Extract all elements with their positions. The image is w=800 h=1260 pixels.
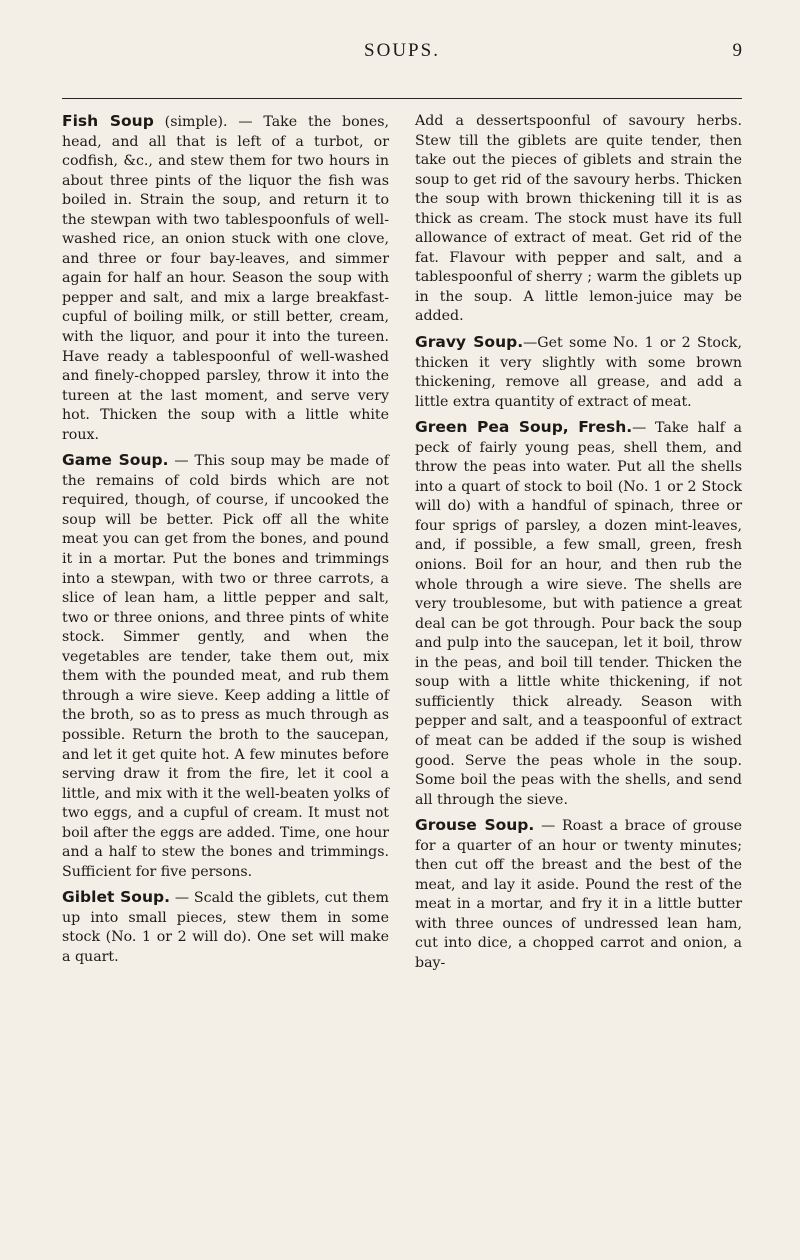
header-rule bbox=[62, 98, 742, 99]
recipe-giblet-soup-continued bbox=[415, 112, 742, 327]
recipe-title: Gravy Soup. bbox=[415, 333, 524, 352]
recipe-grouse-soup bbox=[415, 816, 742, 973]
right-column bbox=[415, 112, 742, 1232]
page-header bbox=[62, 36, 742, 66]
recipe-body: — Roast a brace of grouse for a quarter of an hour or twenty minutes; then cut off the breast and the best of the meat, and lay it aside. Pound the rest of the meat in a mortar, and fry it in a little butter with three ounces of undressed lean ham, cut into dice, a chopped carrot and onion, a bay- bbox=[415, 818, 743, 971]
running-title: SOUPS. bbox=[364, 40, 440, 61]
recipe-gravy-soup bbox=[415, 333, 742, 412]
recipe-title: Fish Soup bbox=[62, 112, 154, 130]
recipe-body: — Take half a peck of fairly young peas, shell them, and throw the peas into water. Put all the shells into a quart of stock to boil (No. 1 or 2 Stock will do) with a handful of spinach, three or four sprigs of parsley, a dozen mint-leaves, and, if possible, a few small, green, fresh onions. Boil for an hour, and then rub the whole through a wire sieve. The shells are very troublesome, but with patience a great deal can be got through. Pour back the soup and pulp into the saucepan, let it boil, throw in the peas, and boil till tender. Thicken the soup with a little white thickening, if not sufficiently thick already. Season with pepper and salt, and a teaspoonful of extract of meat can be added if the soup is wished good. Serve the peas whole in the soup. Some boil the peas with the shells, and send all through the sieve. bbox=[415, 420, 742, 808]
recipe-giblet-soup bbox=[62, 888, 389, 967]
recipe-game-soup bbox=[62, 451, 389, 882]
recipe-body: — This soup may be made of the remains of cold birds which are not required, though, of course, if uncooked the soup will be better. Pick off all the white meat you can get from the bones, and pound it in a mortar. Put the bones and trimmings into a stewpan, with two or three carrots, a slice of lean ham, a little pepper and salt, two or three onions, and three pints of white stock. Simmer gently, and when the vegetables are tender, take them out, mix them with the pounded meat, and rub them through a wire sieve. Keep adding a little of the broth, so as to press as much through as possible. Return the broth to the saucepan, and let it get quite hot. A few minutes before serving draw it from the fire, let it cool a little, and mix with it the well-beaten yolks of two eggs, and a cupful of cream. It must not boil after the eggs are added. Time, one hour and a half to stew the bones and trimmings. Sufficient for five persons. bbox=[62, 453, 389, 880]
page-number: 9 bbox=[732, 40, 742, 61]
recipe-body: — Scald the giblets, cut them up into small pieces, stew them in some stock (No. 1 or 2 will do). One set will make a quart. bbox=[62, 890, 390, 965]
left-column bbox=[62, 112, 389, 1232]
recipe-body: Add a dessertspoonful of savoury herbs. Stew till the giblets are quite tender, then take out the pieces of giblets and strain the soup to get rid of the savoury herbs. Thicken the soup with brown thickening till it is as thick as cream. The stock must have its full allowance of extract of meat. Get rid of the fat. Flavour with pepper and salt, and a tablespoonful of sherry ; warm the giblets up in the soup. A little lemon-juice may be added. bbox=[415, 113, 742, 325]
recipe-fish-soup bbox=[62, 112, 389, 445]
recipe-title: Giblet Soup. bbox=[62, 888, 170, 907]
recipe-title: Game Soup. bbox=[62, 451, 169, 470]
text-columns bbox=[62, 112, 742, 1232]
recipe-body: (simple). — Take the bones, head, and all that is left of a turbot, or codfish, &c., and stew them for two hours in about three pints of the liquor the fish was boiled in. Strain the soup, and return it to the stewpan with two tablespoonfuls of well-washed rice, an onion stuck with one clove, and three or four bay-leaves, and simmer again for half an hour. Season the soup with pepper and salt, and mix a large breakfast-cupful of boiling milk, or still better, cream, with the liquor, and pour it into the tureen. Have ready a tablespoonful of well-washed and finely-chopped parsley, throw it into the tureen at the last moment, and serve very hot. Thicken the soup with a little white roux. bbox=[62, 114, 390, 443]
recipe-green-pea-soup bbox=[415, 418, 742, 810]
recipe-body: —Get some No. 1 or 2 Stock, thicken it very slightly with some brown thickening, remove all grease, and add a little extra quantity of extract of meat. bbox=[415, 335, 742, 410]
recipe-title: Green Pea Soup, Fresh. bbox=[415, 418, 633, 437]
recipe-title: Grouse Soup. bbox=[415, 816, 535, 835]
